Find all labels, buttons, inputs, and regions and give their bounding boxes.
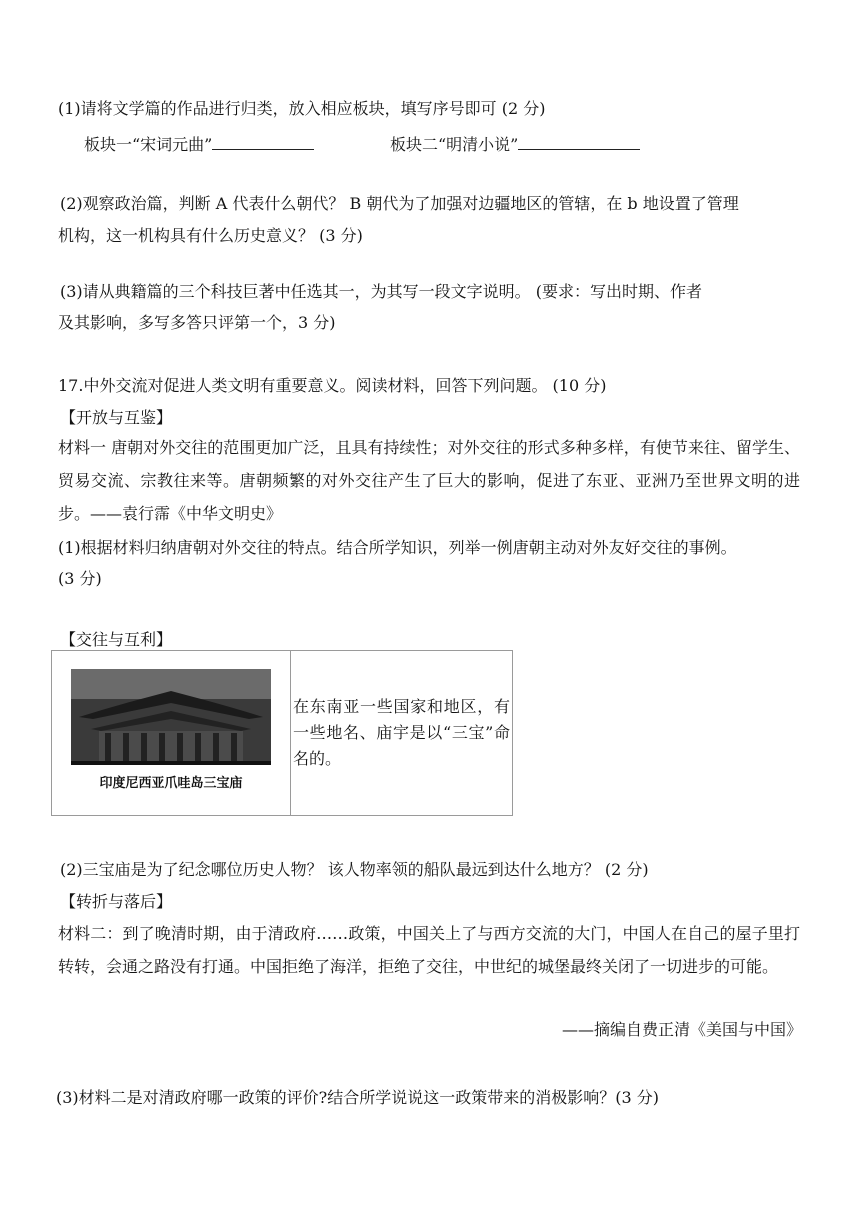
block1-label: 板块一“宋词元曲” [84,135,213,154]
section-title-turning: 【转折与落后】 [60,892,173,911]
material-one: 材料一 唐朝对外交往的范围更加广泛，且具有持续性；对外交往的形式多种多样，有使节来往、留学生、贸易交流、宗教往来等。唐朝频繁的对外交往产生了巨大的影响，促进了东亚、亚洲乃至世界文明的进步。——袁行霈《中华文明史》 [58,438,800,523]
block2-row [390,131,640,156]
block2-label: 板块二“明清小说” [390,135,519,154]
material-two: 材料二：到了晚清时期，由于清政府……政策，中国关上了与西方交流的大门，中国人在自己的屋子里打转转，会通之路没有打通。中国拒绝了海洋，拒绝了交往，中世纪的城堡最终关闭了一切进步的可能。 [58,924,800,976]
block2-answer-blank[interactable] [518,131,640,150]
q16-part3-line1: (3)请从典籍篇的三个科技巨著中任选其一，为其写一段文字说明。 (要求：写出时期、作者 [60,282,702,301]
q16-part1: (1)请将文学篇的作品进行归类，放入相应板块，填写序号即可 (2 分) [58,99,546,118]
temple-photo [71,669,271,797]
q17-part3: (3)材料二是对清政府哪一政策的评价?结合所学说说这一政策带来的消极影响？(3 分) [56,1088,659,1107]
temple-description: 在东南亚一些国家和地区，有一些地名、庙宇是以“三宝”命名的。 [291,651,513,816]
temple-photo-caption: 印度尼西亚爪哇岛三宝庙 [99,776,243,791]
q16-part3-line2: 及其影响，多写多答只评第一个，3 分) [58,313,336,332]
section-title-openness: 【开放与互鉴】 [60,408,173,427]
q17-part2: (2)三宝庙是为了纪念哪位历史人物？ 该人物率领的船队最远到达什么地方？ (2 分) [60,860,649,879]
temple-photo-cell [52,651,291,816]
q17-part1-line2: (3 分) [58,569,102,588]
material-two-source: ——摘编自费正清《美国与中国》 [561,1020,802,1039]
q17-stem: 17.中外交流对促进人类文明有重要意义。阅读材料，回答下列问题。 (10 分) [58,376,607,395]
temple-table [51,650,513,816]
block1-row [84,131,314,156]
q16-part2-line1: (2)观察政治篇，判断 A 代表什么朝代？ B 朝代为了加强对边疆地区的管辖，在 b 地设置了管理 [60,194,739,213]
q16-part2-line2: 机构，这一机构具有什么历史意义？ (3 分) [58,226,363,245]
block1-answer-blank[interactable] [212,131,314,150]
q17-part1-line1: (1)根据材料归纳唐朝对外交往的特点。结合所学知识，列举一例唐朝主动对外友好交往的事例。 [58,538,737,557]
section-title-exchange: 【交往与互利】 [60,630,173,649]
